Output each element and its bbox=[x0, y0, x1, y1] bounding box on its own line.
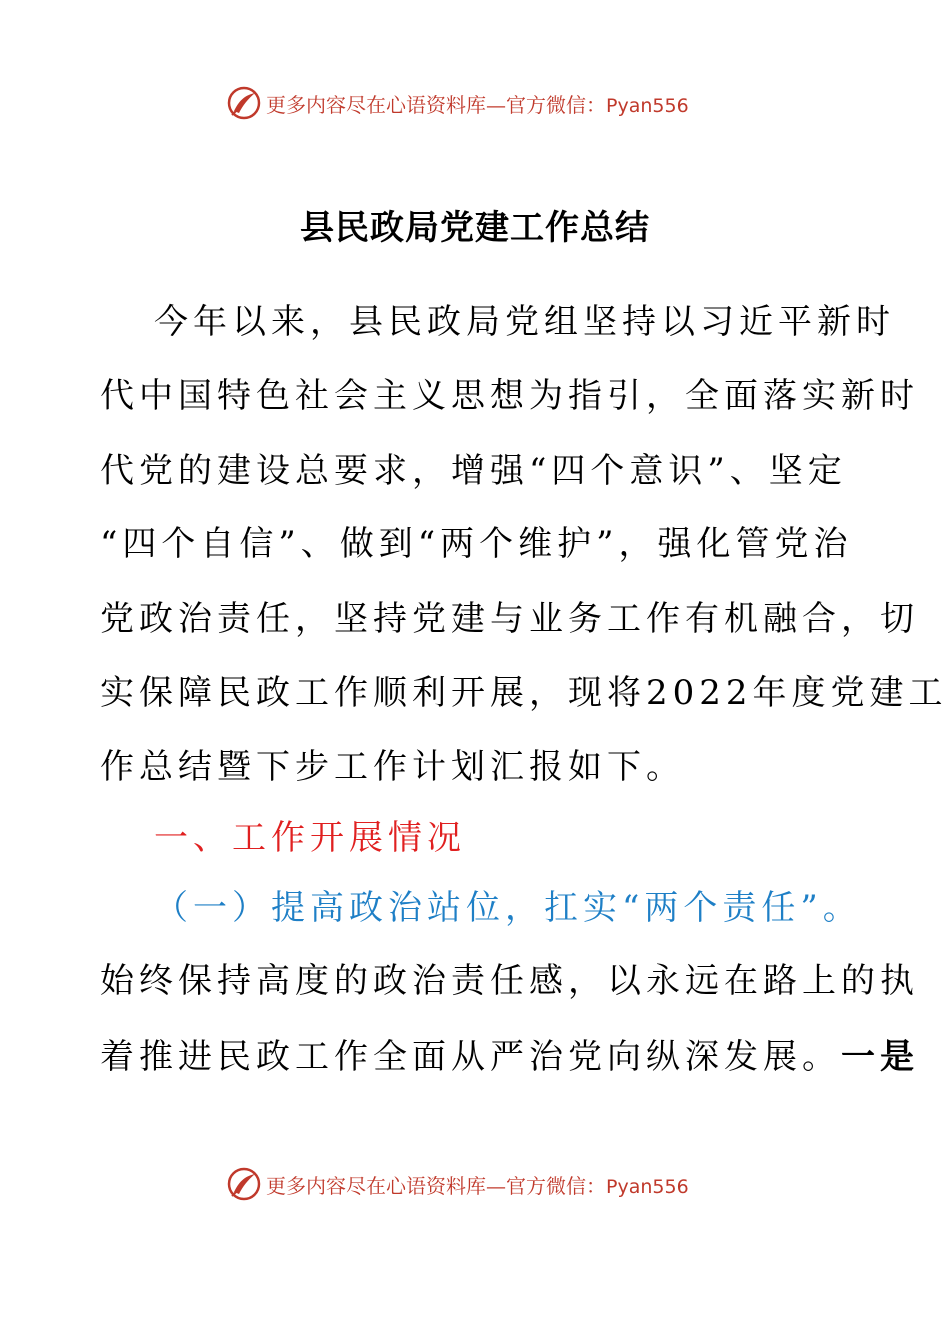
paragraph-line: 代中国特色社会主义思想为指引，全面落实新时 bbox=[100, 376, 919, 416]
bold-lead: 一是 bbox=[841, 1037, 919, 1077]
watermark-text: 更多内容尽在心语资料库—官方微信：Pyan556 bbox=[266, 1173, 689, 1198]
logo-icon bbox=[226, 85, 262, 121]
paragraph-line: 党政治责任，坚持党建与业务工作有机融合，切 bbox=[100, 599, 919, 639]
paragraph-line: 着推进民政工作全面从严治党向纵深发展。一是 bbox=[100, 1037, 919, 1077]
paragraph-line: 代党的建设总要求，增强“四个意识”、坚定 bbox=[100, 451, 847, 491]
paragraph-line: 今年以来，县民政局党组坚持以习近平新时 bbox=[154, 302, 895, 342]
paragraph-line: 作总结暨下步工作计划汇报如下。 bbox=[100, 747, 685, 787]
paragraph-line: 实保障民政工作顺利开展，现将2022年度党建工 bbox=[100, 673, 948, 713]
watermark-banner-top bbox=[226, 83, 689, 123]
logo-icon bbox=[226, 1166, 262, 1202]
subsection-heading: （一）提高政治站位，扛实“两个责任”。 bbox=[154, 888, 862, 928]
paragraph-line: 始终保持高度的政治责任感，以永远在路上的执 bbox=[100, 961, 919, 1001]
document-title: 县民政局党建工作总结 bbox=[300, 208, 650, 248]
section-heading: 一、工作开展情况 bbox=[154, 818, 466, 858]
paragraph-line: “四个自信”、做到“两个维护”，强化管党治 bbox=[100, 524, 853, 564]
watermark-banner-bottom bbox=[226, 1164, 689, 1204]
watermark-text: 更多内容尽在心语资料库—官方微信：Pyan556 bbox=[266, 92, 689, 117]
